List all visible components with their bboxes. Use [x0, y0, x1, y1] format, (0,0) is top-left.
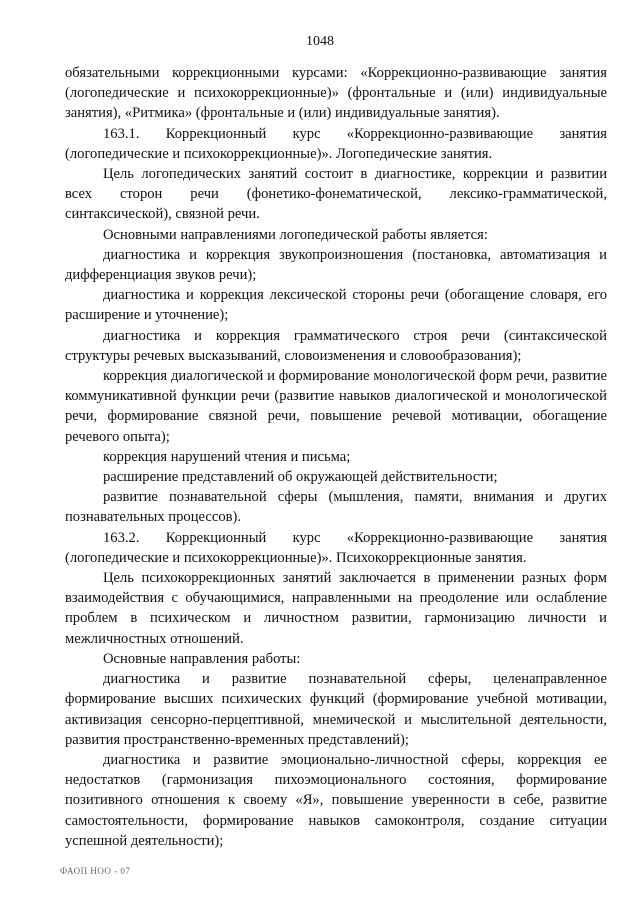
- list-item: коррекция диалогической и формирование монологической форм речи, развитие коммуникативной функции речи (развитие навыков диалогической и монологической речи, формирование связной речи, повышение речевой мотивации, обогащение речевого опыта);: [65, 368, 607, 445]
- section-heading-163-1: 163.1. Коррекционный курс «Коррекционно-развивающие занятия (логопедические и психокоррекционные)». Логопедические занятия.: [65, 125, 607, 162]
- list-item: диагностика и коррекция грамматического строя речи (синтаксической структуры речевых высказываний, словоизменения и словообразования);: [65, 327, 607, 364]
- page-number: 1048: [306, 34, 334, 49]
- list-item: развитие познавательной сферы (мышления, памяти, внимания и других познавательных процессов).: [65, 489, 607, 526]
- document-body: [65, 63, 607, 851]
- list-item: диагностика и коррекция звукопроизношения (постановка, автоматизация и дифференциация звуков речи);: [65, 246, 607, 284]
- paragraph: Основные направления работы:: [103, 650, 301, 667]
- list-item: расширение представлений об окружающей действительности;: [103, 469, 498, 486]
- list-item: коррекция нарушений чтения и письма;: [103, 448, 351, 465]
- paragraph: Цель логопедических занятий состоит в диагностике, коррекции и развитии всех сторон речи (фонетико-фонематической, лексико-грамматической, синтаксической), связной речи.: [65, 166, 607, 223]
- footer-label: ФАОП НОО - 07: [60, 866, 131, 876]
- paragraph: Цель психокоррекционных занятий заключается в применении разных форм взаимодействия с обучающимися, направленными на преодоление или ослабление проблем в психическом и личностном развитии, гармонизацию личности и межличностных отношений.: [65, 570, 607, 647]
- list-item: диагностика и коррекция лексической стороны речи (обогащение словаря, его расширение и уточнение);: [65, 287, 607, 324]
- paragraph: Основными направлениями логопедической работы является:: [103, 226, 488, 243]
- section-heading-163-2: 163.2. Коррекционный курс «Коррекционно-развивающие занятия (логопедические и психокоррекционные)». Психокоррекционные занятия.: [65, 529, 607, 566]
- paragraph: обязательными коррекционными курсами: «Коррекционно-развивающие занятия (логопедические и психокоррекционные)» (фронтальные и (или) индивидуальные занятия), «Ритмика» (фронтальные и (или) индивидуальные занятия).: [65, 65, 607, 122]
- list-item: диагностика и развитие эмоционально-личностной сферы, коррекция ее недостатков (гармонизация пихоэмоционального состояния, формирование позитивного отношения к своему «Я», повышение уверенности в себе, развитие самостоятельности, формирование навыков самоконтроля, создание ситуации успешной деятельности);: [65, 751, 607, 849]
- list-item: диагностика и развитие познавательной сферы, целенаправленное формирование высших психических функций (формирование учебной мотивации, активизация сенсорно-перцептивной, мнемической и мыслительной деятельности, развития пространственно-временных представлений);: [65, 671, 607, 748]
